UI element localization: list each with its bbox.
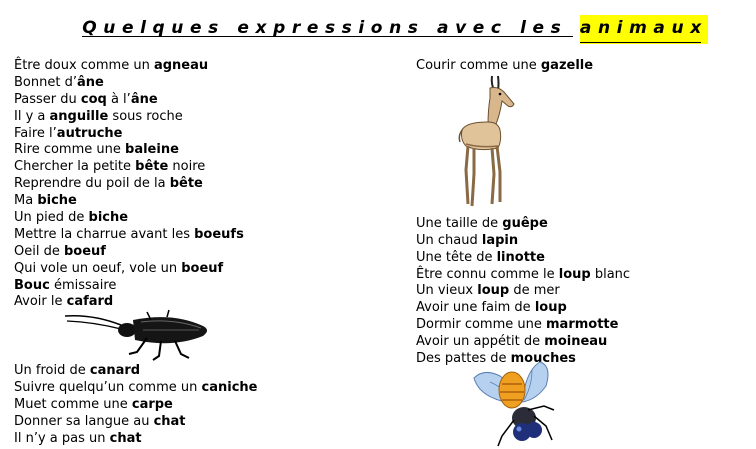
title-prefix: Quelques expressions avec les xyxy=(82,18,580,38)
expression-text: Un pied de xyxy=(14,210,89,226)
expression-line xyxy=(14,227,257,244)
expression-text: Dormir comme une xyxy=(416,317,546,333)
animal-word: loup xyxy=(558,266,591,282)
expression-line xyxy=(14,193,257,210)
expression-text: Passer du xyxy=(14,91,81,107)
expression-line xyxy=(14,210,257,227)
animal-word: moineau xyxy=(544,334,608,350)
expression-text: Muet comme une xyxy=(14,397,132,413)
animal-word: loup xyxy=(477,283,510,299)
expressions-list-right xyxy=(416,58,630,368)
gazelle-illustration xyxy=(458,74,522,210)
expression-line xyxy=(14,176,257,193)
title-highlight: animaux xyxy=(580,15,708,44)
expression-text: Mettre la charrue avant les xyxy=(14,226,195,242)
expression-text: Qui vole un oeuf, vole un xyxy=(14,260,182,276)
expression-line xyxy=(416,283,630,300)
expression-line xyxy=(416,334,630,351)
animal-word: âne xyxy=(76,74,104,90)
animal-word: boeuf xyxy=(181,260,224,276)
animal-word: baleine xyxy=(125,142,179,158)
expression-line xyxy=(416,317,630,334)
expression-text: Faire l’ xyxy=(14,125,57,141)
expression-line xyxy=(14,244,257,261)
expression-text: Un froid de xyxy=(14,363,90,379)
expression-text: à l’ xyxy=(106,91,131,107)
animal-word: bête xyxy=(169,176,203,192)
animal-word: âne xyxy=(130,91,158,107)
expression-text: noire xyxy=(168,159,206,175)
animal-word: bête xyxy=(135,159,169,175)
expression-line xyxy=(14,363,257,380)
expression-text: Donner sa langue au xyxy=(14,414,154,430)
expression-text: Reprendre du poil de la xyxy=(14,176,170,192)
expression-text: Suivre quelqu’un comme un xyxy=(14,380,202,396)
expression-text: Courir comme une xyxy=(416,58,541,73)
expression-text: de mer xyxy=(509,283,560,299)
expression-line xyxy=(14,278,257,295)
animal-word: chat xyxy=(109,430,142,446)
animal-word: biche xyxy=(88,210,129,226)
expression-line xyxy=(14,159,257,176)
expression-line xyxy=(416,233,630,250)
expression-line xyxy=(14,142,257,159)
expression-text: Être connu comme le xyxy=(416,266,559,282)
expression-line xyxy=(14,414,257,431)
animal-word: caniche xyxy=(201,380,258,396)
animal-word: marmotte xyxy=(546,317,619,333)
expression-text: sous roche xyxy=(108,108,183,124)
animal-word: canard xyxy=(89,363,141,379)
expression-text: Avoir le xyxy=(14,294,67,310)
expression-text: Rire comme une xyxy=(14,142,126,158)
expression-text: Bonnet d’ xyxy=(14,74,77,90)
expression-line xyxy=(14,397,257,414)
expression-text: émissaire xyxy=(49,277,117,293)
expression-text: Une tête de xyxy=(416,249,497,265)
expression-line xyxy=(416,300,630,317)
animal-word: autruche xyxy=(56,125,123,141)
animal-word: Bouc xyxy=(14,277,50,293)
expression-text: Oeil de xyxy=(14,243,64,259)
animal-word: chat xyxy=(153,414,186,430)
animal-word: boeuf xyxy=(63,243,106,259)
expression-text: Un vieux xyxy=(416,283,478,299)
expression-line xyxy=(416,267,630,284)
animal-word: lapin xyxy=(481,232,519,248)
expression-line xyxy=(416,250,630,267)
animal-word: loup xyxy=(534,300,567,316)
expression-text: Un chaud xyxy=(416,232,482,248)
expression-text: Ma xyxy=(14,193,38,209)
animal-word: carpe xyxy=(131,397,173,413)
expression-line xyxy=(14,109,257,126)
fly-illustration xyxy=(470,360,560,448)
animal-word: anguille xyxy=(49,108,109,124)
expression-line xyxy=(14,75,257,92)
expression-line xyxy=(14,126,257,143)
animal-word: agneau xyxy=(153,58,209,73)
expression-line xyxy=(14,261,257,278)
animal-word: guêpe xyxy=(502,215,548,231)
cockroach-illustration xyxy=(63,308,213,363)
expression-text: blanc xyxy=(590,266,631,282)
expression-line xyxy=(14,58,257,75)
expression-text: Avoir une faim de xyxy=(416,300,535,316)
expression-text: Il n’y a pas un xyxy=(14,430,110,446)
animal-word: biche xyxy=(37,193,77,209)
expression-line xyxy=(14,380,257,397)
animal-word: coq xyxy=(80,91,107,107)
animal-word: linotte xyxy=(496,249,545,265)
expression-text: Il y a xyxy=(14,108,50,124)
expression-text: Avoir un appétit de xyxy=(416,334,545,350)
animal-word: boeufs xyxy=(194,226,244,242)
expression-text: Être doux comme un xyxy=(14,58,154,73)
expression-line xyxy=(416,216,630,233)
expression-text: Chercher la petite xyxy=(14,159,136,175)
page-title xyxy=(0,18,756,38)
expression-text: Une taille de xyxy=(416,215,503,231)
expression-line xyxy=(416,58,630,75)
animal-word: gazelle xyxy=(540,58,594,73)
expression-text: Des pattes de xyxy=(416,351,511,367)
animal-word: cafard xyxy=(66,294,114,310)
expression-line xyxy=(14,92,257,109)
expression-line xyxy=(14,431,257,448)
expressions-list-left xyxy=(14,58,257,448)
animal-word: mouches xyxy=(510,351,576,367)
